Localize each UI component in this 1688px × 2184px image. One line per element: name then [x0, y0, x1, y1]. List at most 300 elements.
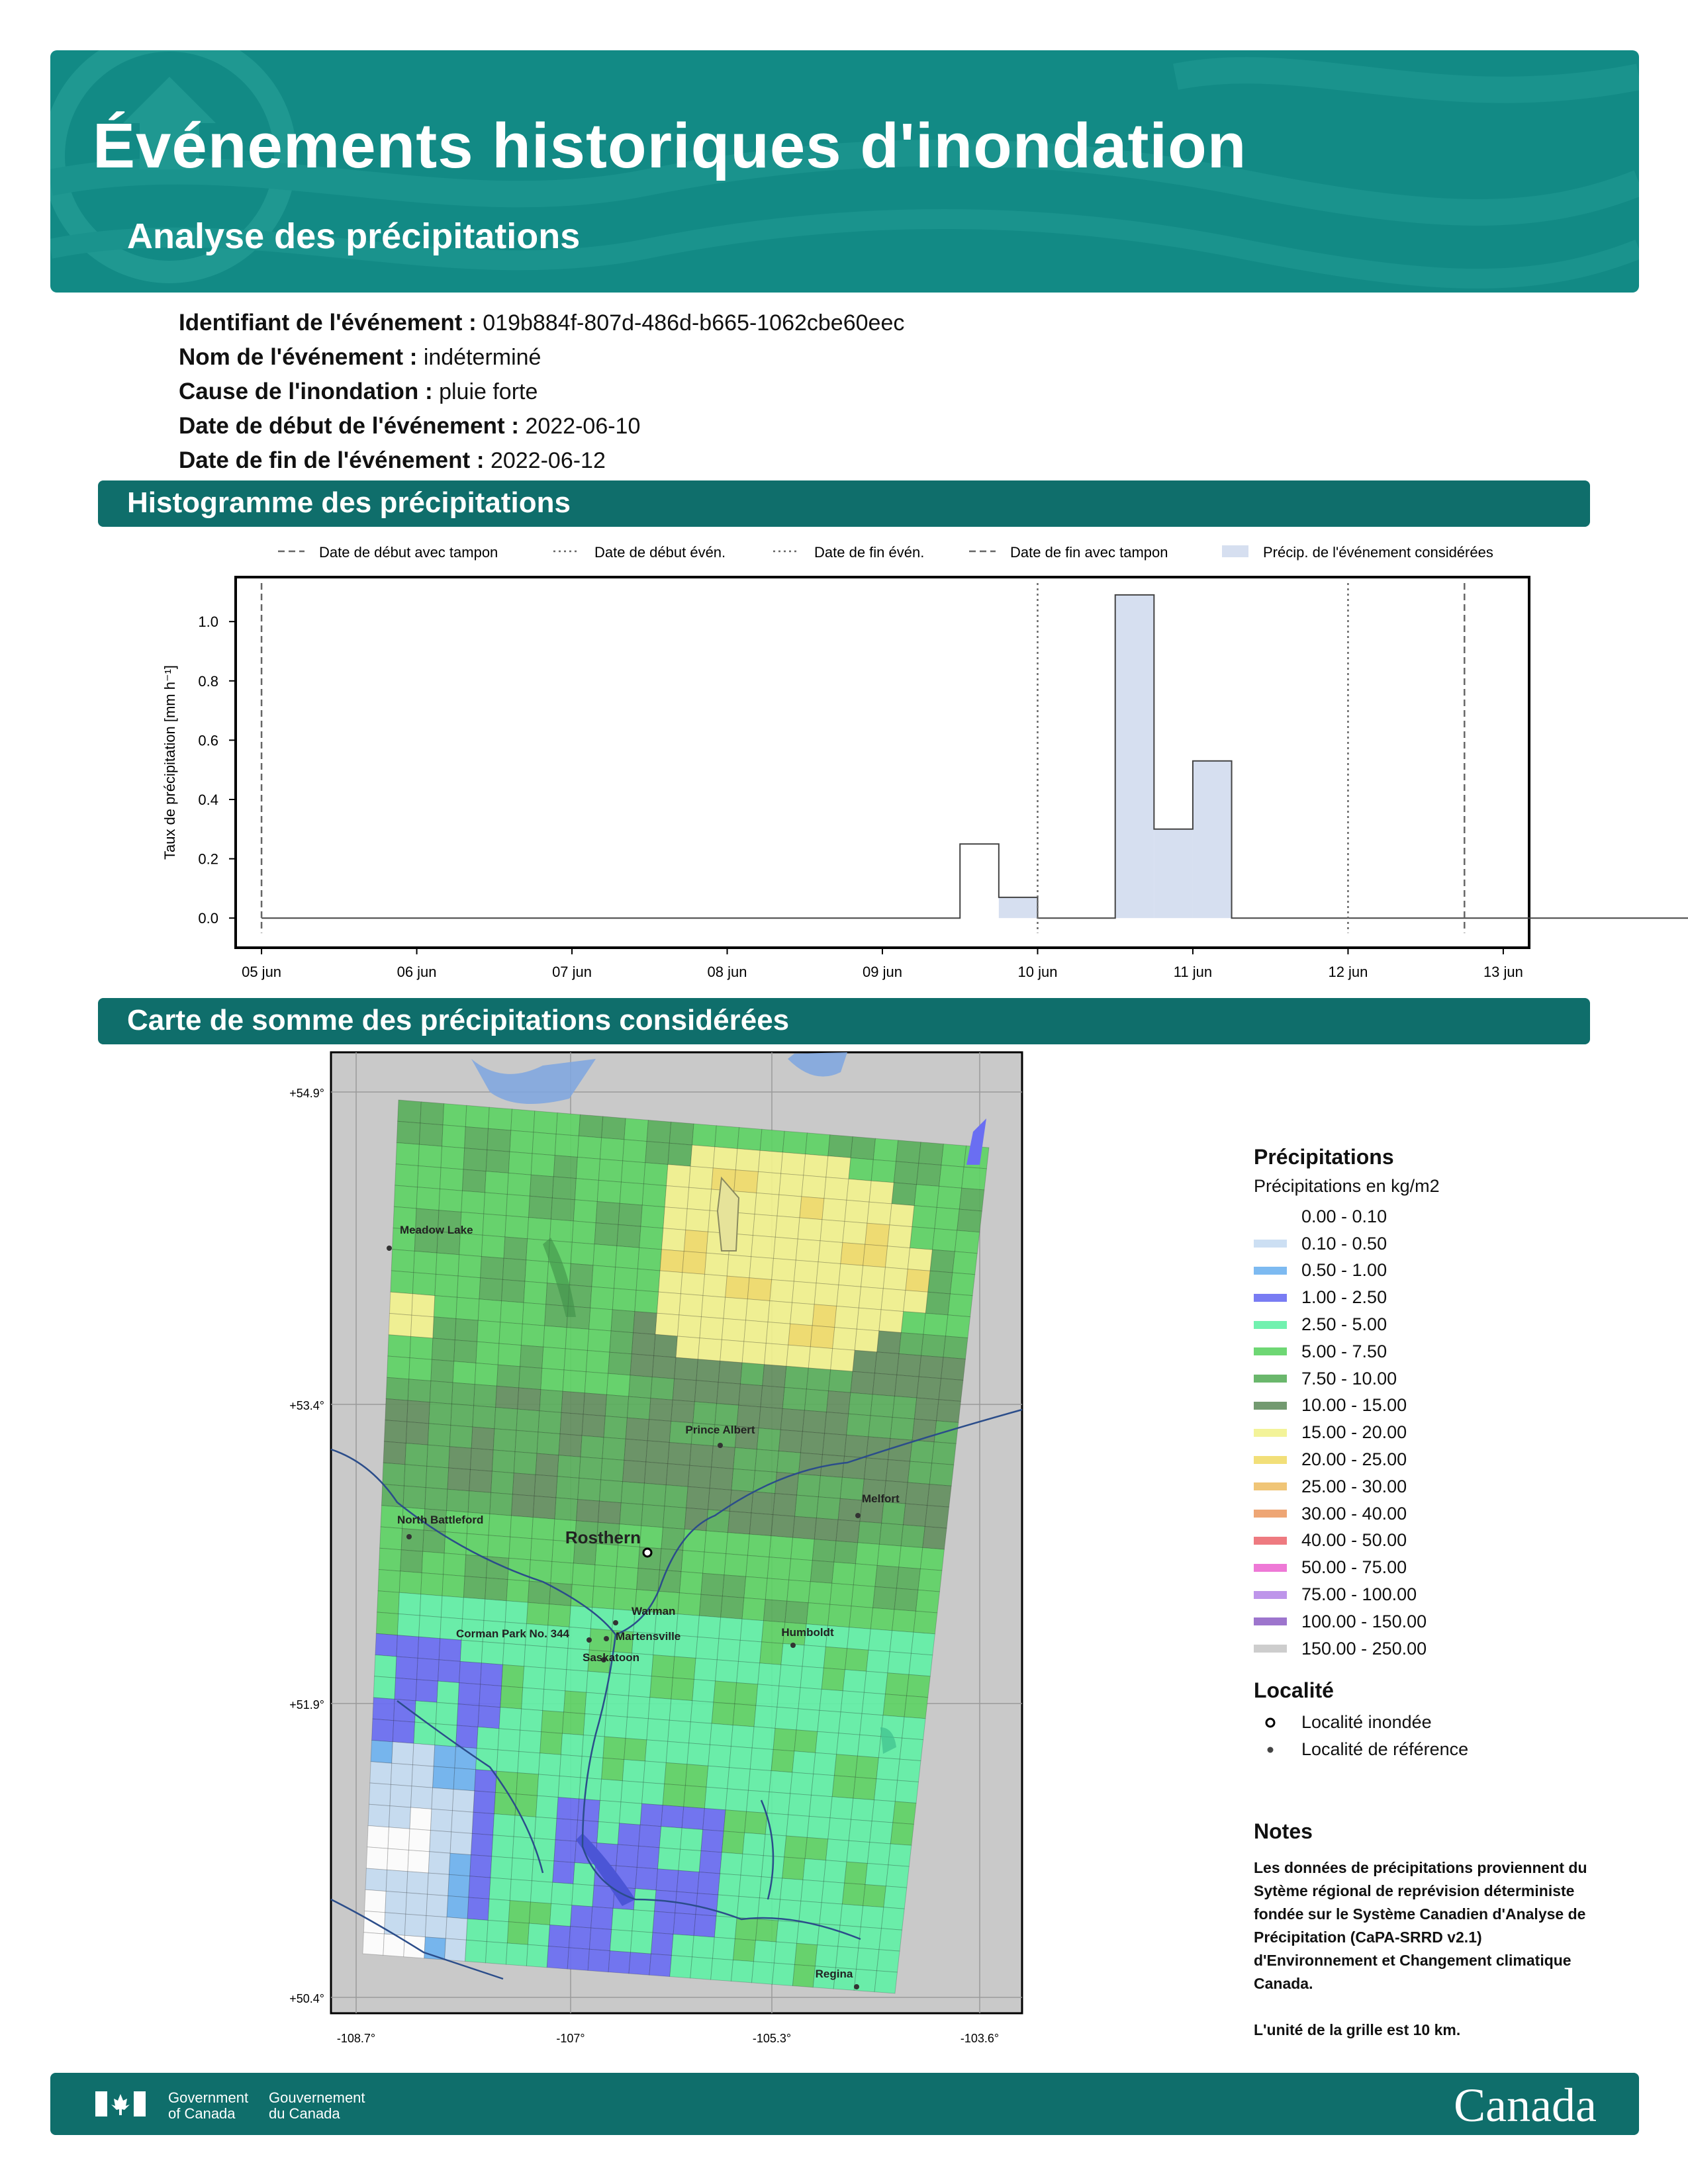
- grid-cell: [703, 1552, 726, 1575]
- reference-marker-icon: [854, 1984, 859, 1989]
- grid-cell: [733, 1939, 756, 1962]
- grid-cell: [629, 1674, 652, 1698]
- place-label: Rosthern: [565, 1527, 641, 1547]
- grid-cell: [439, 1639, 461, 1662]
- grid-cell: [775, 1216, 800, 1239]
- grid-cell: [385, 1399, 408, 1422]
- grid-cell: [601, 1459, 624, 1482]
- grid-cell: [898, 1759, 921, 1782]
- grid-cell: [897, 1354, 921, 1377]
- grid-cell: [948, 1294, 972, 1317]
- grid-cell: [502, 1664, 524, 1688]
- grid-cell: [793, 1516, 817, 1539]
- grid-cell: [861, 1265, 886, 1289]
- grid-cell: [831, 1349, 855, 1372]
- grid-cell: [769, 1771, 792, 1794]
- legend-class: [1254, 1203, 1598, 1230]
- grid-cell: [576, 1158, 600, 1181]
- grid-cell: [686, 1208, 710, 1232]
- grid-cell: [869, 1181, 894, 1204]
- grid-cell: [436, 1253, 459, 1276]
- grid-cell: [923, 1313, 948, 1336]
- grid-cell: [870, 1821, 893, 1844]
- grid-cell: [653, 1911, 675, 1934]
- grid-cell: [786, 1815, 810, 1837]
- grid-cell: [918, 1569, 942, 1592]
- grid-cell: [621, 1482, 644, 1505]
- grid-cell: [747, 1278, 771, 1301]
- grid-cell: [510, 1130, 534, 1154]
- x-tick-label: 12 jun: [1328, 964, 1368, 980]
- grid-cell: [444, 1553, 466, 1576]
- grid-cell: [411, 1786, 433, 1809]
- place-label: Humboldt: [781, 1626, 834, 1639]
- grid-cell: [890, 1204, 914, 1227]
- grid-cell: [930, 1250, 955, 1273]
- grid-cell: [493, 1814, 515, 1837]
- grid-cell: [818, 1476, 842, 1499]
- grid-cell: [539, 1390, 563, 1413]
- legend-label: Précip. de l'événement considérées: [1263, 544, 1493, 561]
- legend-class-label: 10.00 - 15.00: [1301, 1395, 1407, 1416]
- grid-cell: [604, 1715, 627, 1739]
- grid-cell: [600, 1480, 623, 1503]
- grid-cell: [621, 1781, 643, 1804]
- grid-cell: [406, 1872, 428, 1895]
- place-label: Martensville: [616, 1630, 681, 1643]
- grid-cell: [776, 1921, 799, 1943]
- legend-swatch: [1254, 1429, 1287, 1437]
- grid-cell: [379, 1548, 401, 1571]
- grid-cell: [879, 1523, 903, 1546]
- grid-cell: [912, 1206, 937, 1229]
- grid-cell: [529, 1196, 553, 1219]
- legend-class-label: 0.00 - 0.10: [1301, 1206, 1387, 1226]
- grid-cell: [542, 1347, 565, 1370]
- grid-cell: [420, 1102, 444, 1125]
- grid-cell: [737, 1896, 759, 1919]
- grid-cell: [435, 1274, 458, 1297]
- legend-class-label: 0.10 - 0.50: [1301, 1233, 1387, 1253]
- grid-cell: [669, 1122, 694, 1145]
- grid-cell: [367, 1826, 389, 1849]
- event-start-row: [179, 409, 904, 443]
- place-label: North Battleford: [397, 1514, 484, 1526]
- grid-cell: [615, 1567, 638, 1590]
- grid-cell: [714, 1916, 737, 1938]
- grid-cell: [657, 1292, 680, 1315]
- grid-cell: [689, 1166, 714, 1189]
- grid-cell: [633, 1312, 657, 1335]
- grid-cell: [372, 1719, 394, 1742]
- grid-cell: [539, 1753, 561, 1776]
- grid-cell: [872, 1800, 895, 1823]
- grid-cell: [647, 1120, 671, 1144]
- grid-cell: [643, 1483, 666, 1506]
- grid-cell: [550, 1903, 572, 1927]
- grid-cell: [743, 1833, 765, 1856]
- event-id-value: 019b884f-807d-486d-b665-1062cbe60eec: [483, 310, 905, 336]
- grid-cell: [590, 1287, 614, 1310]
- grid-cell: [920, 1548, 944, 1571]
- grid-cell: [449, 1447, 472, 1470]
- grid-cell: [788, 1324, 812, 1347]
- grid-cell: [777, 1686, 800, 1709]
- grid-cell: [525, 1260, 549, 1283]
- grid-cell: [459, 1234, 483, 1257]
- grid-cell: [556, 1113, 580, 1136]
- grid-cell: [708, 1488, 732, 1512]
- grid-cell: [430, 1831, 451, 1854]
- grid-cell: [532, 1132, 556, 1156]
- grid-cell: [694, 1659, 718, 1682]
- grid-cell: [799, 1901, 821, 1923]
- grid-cell: [528, 1923, 549, 1946]
- grid-cell: [773, 1729, 796, 1751]
- place-label: Corman Park No. 344: [455, 1627, 569, 1640]
- grid-cell: [683, 1529, 706, 1552]
- grid-cell: [491, 1471, 514, 1494]
- grid-cell: [927, 1484, 951, 1508]
- grid-cell: [433, 1766, 455, 1790]
- grid-cell: [867, 1437, 890, 1460]
- grid-cell: [555, 1819, 578, 1842]
- grid-cell: [774, 1237, 798, 1260]
- grid-cell: [914, 1611, 937, 1633]
- grid-cell: [747, 1790, 770, 1813]
- grid-cell: [827, 1391, 851, 1414]
- grid-cell: [532, 1518, 555, 1541]
- grid-cell: [789, 1559, 813, 1582]
- grid-cell: [388, 1335, 411, 1358]
- grid-cell: [818, 1710, 841, 1733]
- grid-cell: [454, 1340, 477, 1363]
- grid-cell: [541, 1711, 564, 1734]
- grid-cell: [496, 1750, 519, 1773]
- grid-cell: [639, 1525, 663, 1549]
- grid-cell: [511, 1109, 535, 1132]
- grid-cell: [578, 1478, 601, 1501]
- grid-cell: [514, 1452, 537, 1475]
- grid-cell: [890, 1823, 914, 1845]
- grid-cell: [456, 1297, 479, 1320]
- grid-cell: [806, 1368, 830, 1391]
- legend-swatch: [1254, 1456, 1287, 1464]
- grid-cell: [572, 1221, 596, 1244]
- grid-cell: [365, 1868, 387, 1891]
- grid-cell: [904, 1504, 927, 1527]
- grid-cell: [862, 1692, 885, 1715]
- grid-cell: [816, 1262, 841, 1285]
- grid-cell: [724, 1810, 746, 1833]
- canada-flag-icon: [95, 2091, 148, 2118]
- map-place: [583, 1651, 639, 1664]
- considered-bar: [999, 897, 1038, 918]
- grid-cell: [677, 1870, 699, 1893]
- grid-cell: [616, 1246, 639, 1269]
- grid-cell: [603, 1737, 626, 1760]
- grid-cell: [851, 1585, 875, 1608]
- grid-cell: [391, 1271, 414, 1294]
- grid-cell: [893, 1801, 916, 1824]
- grid-cell: [883, 1694, 907, 1717]
- grid-cell: [688, 1465, 712, 1488]
- grid-cell: [907, 1674, 931, 1697]
- grid-cell: [733, 1447, 757, 1471]
- grid-cell: [845, 1435, 868, 1458]
- grid-cell: [849, 1606, 873, 1629]
- grid-cell: [397, 1635, 419, 1659]
- grid-cell: [399, 1592, 421, 1615]
- grid-cell: [689, 1722, 712, 1745]
- grid-cell: [955, 1230, 979, 1253]
- grid-cell: [412, 1273, 436, 1296]
- grid-cell: [398, 1100, 422, 1123]
- legend-class: [1254, 1608, 1598, 1635]
- grid-cell: [659, 1827, 682, 1850]
- grid-cell: [466, 1919, 488, 1942]
- grid-cell: [771, 1515, 795, 1538]
- grid-cell: [756, 1684, 779, 1707]
- grid-cell: [447, 1896, 469, 1919]
- grid-cell: [572, 1563, 595, 1586]
- grid-cell: [559, 1754, 582, 1778]
- legend-swatch: [1254, 1212, 1287, 1220]
- grid-cell: [632, 1910, 655, 1933]
- grid-cell: [597, 1822, 620, 1845]
- grid-cell: [744, 1320, 768, 1343]
- grid-cell: [840, 1904, 863, 1927]
- grid-cell: [395, 1164, 418, 1187]
- grid-cell: [727, 1255, 751, 1278]
- lat-label: +53.4°: [289, 1399, 324, 1412]
- grid-cell: [749, 1769, 772, 1792]
- legend-class-label: 100.00 - 150.00: [1301, 1611, 1427, 1631]
- grid-cell: [726, 1276, 749, 1299]
- grid-cell: [782, 1857, 805, 1880]
- grid-cell: [626, 1418, 649, 1441]
- grid-cell: [733, 1704, 756, 1727]
- grid-cell: [953, 1251, 977, 1275]
- legend-class: [1254, 1392, 1598, 1420]
- grid-cell: [623, 1460, 646, 1483]
- grid-cell: [383, 1463, 405, 1486]
- y-tick-label: 0.2: [198, 850, 218, 868]
- grid-cell: [807, 1816, 830, 1839]
- lon-label: -105.3°: [752, 2032, 792, 2045]
- grid-cell: [666, 1464, 690, 1487]
- grid-cell: [668, 1143, 692, 1166]
- reference-marker-icon: [613, 1620, 618, 1625]
- grid-cell: [538, 1411, 561, 1434]
- grid-cell: [828, 1604, 852, 1627]
- grid-cell: [718, 1874, 741, 1896]
- grid-cell: [377, 1591, 400, 1614]
- grid-cell: [727, 1768, 751, 1791]
- grid-cell: [408, 1379, 431, 1402]
- grid-cell: [779, 1173, 804, 1197]
- grid-cell: [602, 1758, 624, 1781]
- grid-cell: [432, 1338, 455, 1361]
- grid-cell: [773, 1494, 797, 1517]
- grid-cell: [564, 1691, 586, 1714]
- grid-cell: [551, 1562, 574, 1585]
- grid-cell: [781, 1152, 806, 1175]
- grid-cell: [888, 1225, 912, 1248]
- grid-cell: [569, 1263, 593, 1287]
- grid-cell: [496, 1386, 519, 1409]
- grid-cell: [834, 1541, 858, 1564]
- grid-cell: [757, 1171, 781, 1195]
- grid-cell: [415, 1701, 437, 1724]
- grid-cell: [516, 1773, 539, 1796]
- grid-cell: [768, 1301, 792, 1324]
- grid-cell: [395, 1678, 417, 1701]
- grid-cell: [892, 1183, 916, 1206]
- grid-cell: [465, 1105, 489, 1128]
- grid-cell: [589, 1928, 611, 1951]
- grid-cell: [855, 1756, 878, 1779]
- map-section-header: [98, 998, 1590, 1044]
- lon-label: -108.7°: [336, 2032, 376, 2045]
- grid-cell: [463, 1576, 486, 1600]
- grid-cell: [959, 1188, 984, 1211]
- legend-class-label: 30.00 - 40.00: [1301, 1503, 1407, 1524]
- grid-cell: [490, 1492, 513, 1516]
- grid-cell: [745, 1811, 768, 1834]
- header-banner: [50, 50, 1639, 293]
- grid-cell: [487, 1921, 508, 1944]
- grid-cell: [571, 1905, 592, 1928]
- grid-cell: [630, 1354, 654, 1377]
- grid-cell: [524, 1645, 547, 1668]
- grid-cell: [527, 1602, 549, 1625]
- y-tick-label: 1.0: [198, 614, 218, 631]
- grid-cell: [821, 1882, 845, 1904]
- grid-cell: [581, 1756, 603, 1780]
- considered-bar: [1193, 761, 1232, 918]
- grid-cell: [876, 1758, 900, 1780]
- grid-cell: [814, 1752, 837, 1775]
- grid-cell: [923, 1527, 947, 1550]
- grid-cell: [729, 1747, 753, 1770]
- grid-cell: [637, 1248, 661, 1271]
- grid-cell: [935, 1207, 959, 1230]
- place-label: Prince Albert: [685, 1424, 755, 1436]
- grid-cell: [537, 1432, 560, 1455]
- grid-cell: [419, 1123, 443, 1146]
- grid-cell: [901, 1525, 925, 1548]
- grid-cell: [823, 1433, 847, 1457]
- grid-cell: [432, 1788, 453, 1811]
- grid-cell: [445, 1917, 467, 1940]
- grid-cell: [877, 1950, 900, 1972]
- grid-cell: [651, 1377, 675, 1400]
- gov-en-line1: Government: [168, 2089, 249, 2106]
- grid-cell: [803, 1858, 826, 1881]
- legend-class-label: 5.00 - 7.50: [1301, 1341, 1387, 1361]
- grid-cell: [453, 1790, 475, 1813]
- grid-cell: [672, 1934, 694, 1957]
- grid-cell: [925, 1506, 949, 1529]
- grid-cell: [618, 1203, 642, 1226]
- grid-cell: [652, 1356, 676, 1379]
- grid-cell: [681, 1551, 704, 1574]
- grid-cell: [820, 1903, 843, 1925]
- grid-cell: [505, 1601, 528, 1624]
- grid-cell: [555, 1498, 578, 1521]
- grid-cell: [579, 1778, 602, 1801]
- grid-cell: [722, 1575, 745, 1598]
- grid-cell: [663, 1784, 685, 1807]
- grid-cell: [510, 1880, 532, 1903]
- grid-cell: [879, 1310, 904, 1333]
- grid-cell: [715, 1126, 739, 1149]
- place-label: Warman: [632, 1605, 676, 1617]
- grid-cell: [414, 1722, 436, 1745]
- grid-cell: [472, 1812, 494, 1835]
- grid-cell: [366, 1847, 388, 1870]
- grid-cell: [458, 1255, 481, 1278]
- grid-cell: [455, 1319, 478, 1342]
- grid-cell: [921, 1334, 946, 1357]
- legend-patch: [1222, 545, 1248, 557]
- grid-cell: [669, 1699, 692, 1722]
- grid-cell: [847, 1841, 870, 1863]
- grid-cell: [479, 1684, 502, 1707]
- grid-cell: [411, 1315, 434, 1338]
- grid-cell: [851, 1798, 874, 1821]
- grid-cell: [448, 1874, 470, 1897]
- grid-cell: [685, 1764, 708, 1788]
- grid-cell: [832, 1776, 855, 1798]
- grid-cell: [659, 1271, 682, 1294]
- grid-cell: [624, 1118, 649, 1142]
- y-tick-label: 0.4: [198, 792, 218, 808]
- notes: [1254, 1820, 1598, 2042]
- event-end-row: [179, 443, 904, 478]
- grid-cell: [588, 1329, 612, 1352]
- grid-cell: [508, 1152, 532, 1175]
- grid-cell: [873, 1138, 898, 1161]
- reference-marker-icon: [387, 1246, 392, 1251]
- grid-cell: [769, 1536, 793, 1559]
- grid-cell: [673, 1657, 696, 1680]
- grid-cell: [699, 1594, 722, 1617]
- grid-cell: [795, 1943, 818, 1966]
- grid-cell: [387, 1356, 410, 1379]
- flooded-marker-icon: [643, 1549, 651, 1557]
- grid-cell: [447, 1468, 470, 1491]
- grid-cell: [386, 1377, 409, 1400]
- chart-legend: [278, 544, 1493, 561]
- grid-cell: [708, 1745, 731, 1768]
- grid-cell: [937, 1186, 962, 1209]
- grid-cell: [592, 1265, 616, 1289]
- grid-cell: [678, 1315, 702, 1338]
- grid-cell: [836, 1520, 860, 1543]
- grid-cell: [802, 1410, 826, 1433]
- grid-cell: [459, 1661, 482, 1684]
- grid-cell: [690, 1444, 714, 1467]
- grid-cell: [602, 1116, 626, 1140]
- grid-cell: [383, 1441, 406, 1465]
- grid-cell: [767, 1557, 791, 1580]
- grid-cell: [389, 1314, 412, 1337]
- grid-cell: [591, 1907, 614, 1930]
- legend-class: [1254, 1527, 1598, 1555]
- legend-class-label: 20.00 - 25.00: [1301, 1449, 1407, 1470]
